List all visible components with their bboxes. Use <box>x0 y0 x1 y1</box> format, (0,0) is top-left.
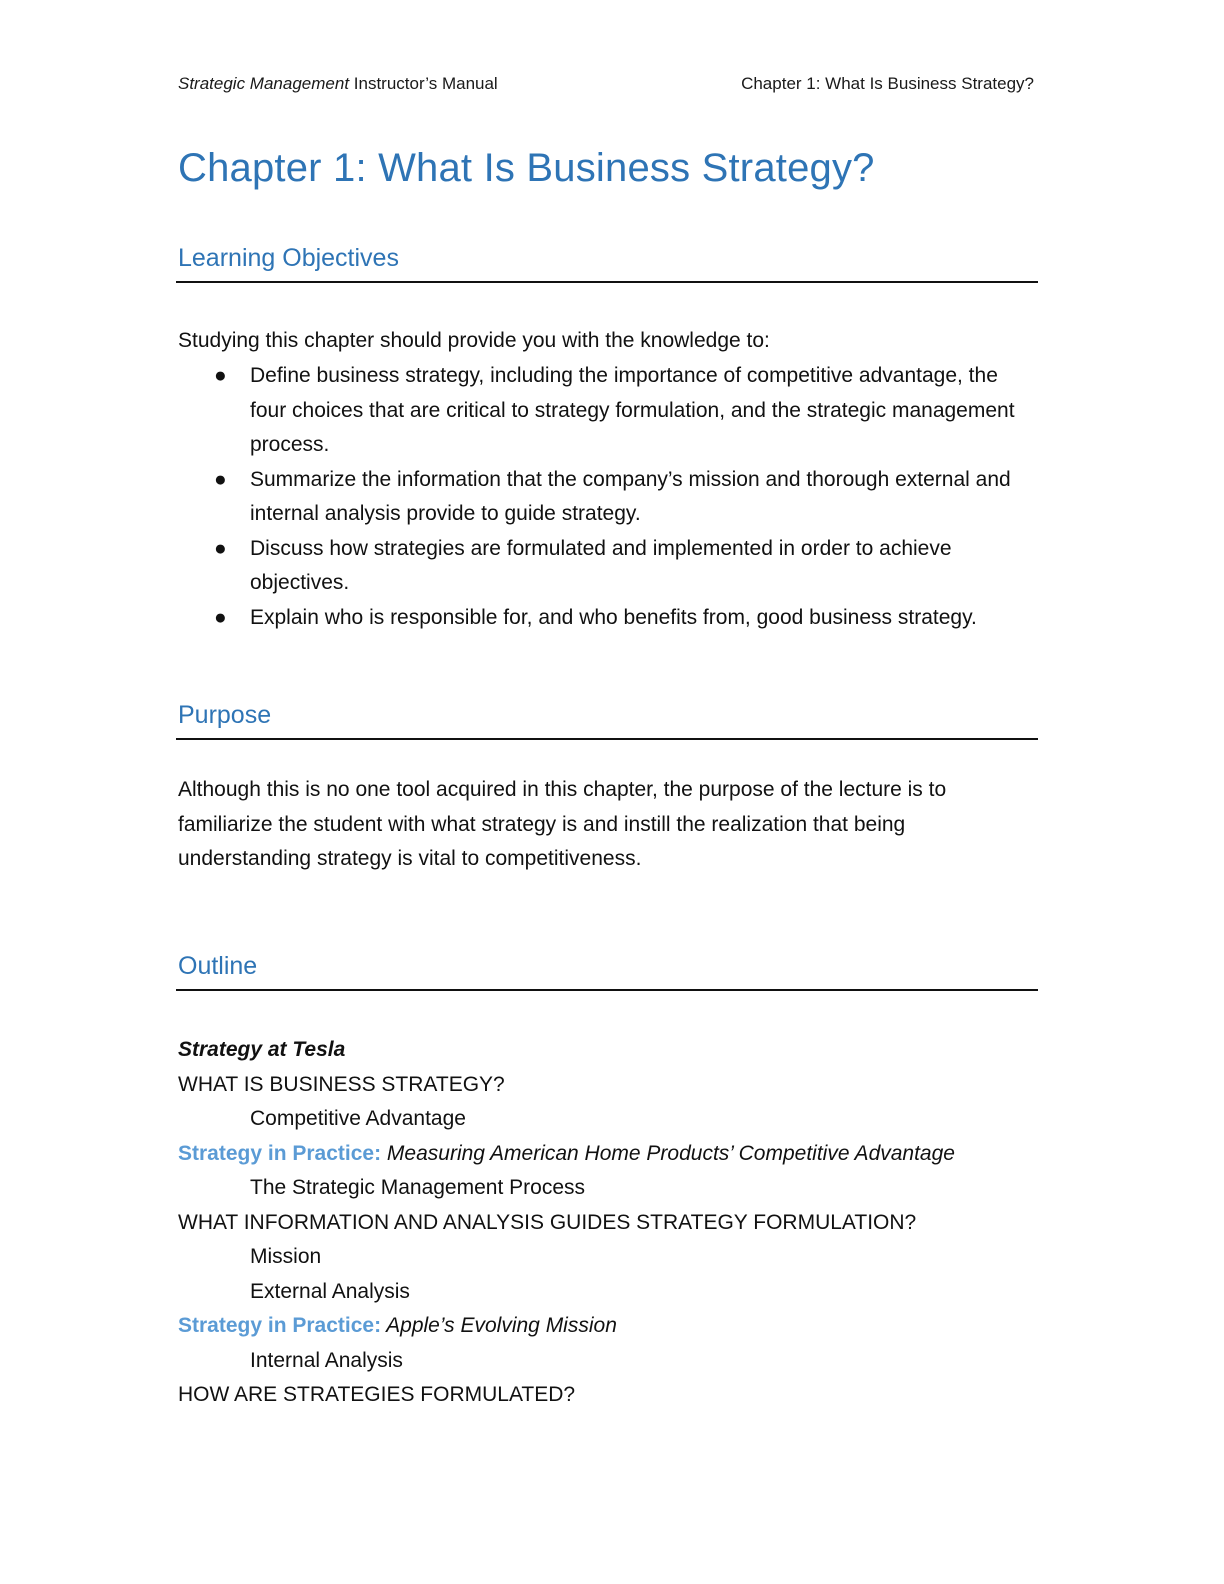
objectives-intro: Studying this chapter should provide you with the knowledge to: <box>178 329 770 352</box>
list-item <box>178 532 1038 601</box>
objectives-list <box>178 359 1038 635</box>
outline-main-topic: WHAT IS BUSINESS STRATEGY? <box>178 1072 505 1096</box>
outline-main-topic: HOW ARE STRATEGIES FORMULATED? <box>178 1383 576 1406</box>
outline-subtopic: External Analysis <box>250 1279 410 1303</box>
outline-subtopic: The Strategic Management Process <box>250 1176 585 1199</box>
outline-subtopic: Mission <box>250 1245 322 1268</box>
list-item <box>178 601 1038 636</box>
strategy-in-practice-item <box>178 1137 1038 1172</box>
learning-objectives-heading: Learning Objectives <box>176 244 1038 283</box>
objective-text: Define business strategy, including the importance of competitive advantage, the four choices that are critical to strategy formulation, and the strategic management process. <box>250 364 1015 456</box>
strategy-in-practice-title: Measuring American Home Products’ Competitive Advantage <box>381 1141 955 1165</box>
list-item <box>178 359 1038 463</box>
chapter-title: Chapter 1: What Is Business Strategy? <box>178 146 875 190</box>
objective-text: Discuss how strategies are formulated and implemented in order to achieve objectives. <box>250 536 952 594</box>
bullet-icon: ● <box>214 536 227 560</box>
opening-case-title: Strategy at Tesla <box>178 1038 346 1061</box>
purpose-section <box>176 701 1038 740</box>
bullet-icon: ● <box>214 467 227 491</box>
outline-heading: Outline <box>176 952 1038 991</box>
outline-main-topic: WHAT INFORMATION AND ANALYSIS GUIDES STRATEGY FORMULATION? <box>178 1210 917 1234</box>
strategy-in-practice-label: Strategy in Practice: <box>178 1314 382 1337</box>
outline-section <box>176 952 1038 991</box>
header-book-title: Strategic Management <box>178 74 350 93</box>
outline-list <box>178 1033 1038 1413</box>
objective-text: Explain who is responsible for, and who benefits from, good business strategy. <box>250 605 977 629</box>
strategy-in-practice-item <box>178 1309 1038 1344</box>
bullet-icon: ● <box>214 364 227 387</box>
strategy-in-practice-label: Strategy in Practice: <box>178 1141 382 1165</box>
outline-subtopic: Competitive Advantage <box>250 1107 466 1130</box>
header-chapter: Chapter 1: What Is Business Strategy? <box>741 74 1034 93</box>
bullet-icon: ● <box>214 605 227 629</box>
header-left <box>178 74 498 94</box>
list-item <box>178 463 1038 532</box>
learning-objectives-section <box>176 244 1038 283</box>
objective-text: Summarize the information that the company’s mission and thorough external and internal analysis provide to guide strategy. <box>250 467 1011 525</box>
purpose-heading: Purpose <box>176 701 1038 740</box>
purpose-text: Although this is no one tool acquired in this chapter, the purpose of the lecture is to familiarize the student with what strategy is and instill the realization that being understanding strategy is vital to competitiveness. <box>178 778 947 870</box>
header-manual-label: Instructor’s Manual <box>349 74 498 93</box>
strategy-in-practice-title: Apple’s Evolving Mission <box>381 1314 617 1337</box>
outline-subtopic: Internal Analysis <box>250 1348 403 1372</box>
